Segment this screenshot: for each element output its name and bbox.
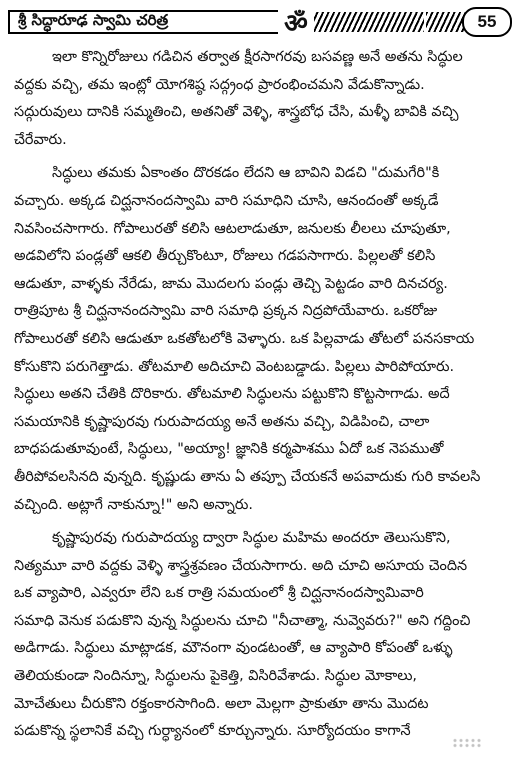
text-line: పడుకొన్న స్థలానికే వచ్చి గుర్ధ్యానంలో కూర్చున్నారు. సూర్యోదయం కాగానే: [14, 723, 411, 740]
text-line: ఒక వ్యాపారి, ఎవ్వరూ లేని ఒక రాత్రి సమయంలో శ్రీ చిద్ఘనానందస్వామివారి: [14, 585, 424, 602]
running-title: శ్రీ సిద్ధారూఢ స్వామి చరిత్ర: [8, 10, 298, 34]
text-line: వచ్చింది. అట్లాగే నాకున్నూ!" అని అన్నారు.: [14, 496, 253, 513]
text-line: తీరిపోవలసినది వున్నది. కృష్ణుడు తాను ఏ తప్పూ చేయకనే అపవాదుకు గురి కావలసి: [14, 468, 481, 485]
page-header: [8, 6, 512, 40]
header-decoration: [300, 12, 424, 32]
page-number: 55: [462, 7, 512, 37]
text-line: వద్దకు వచ్చి, తమ ఇంట్లో యోగశిష్ఠ సద్గ్రంధ ప్రారంభించమని వేడుకొన్నాడు.: [14, 76, 425, 93]
text-line: అడవిలోని పండ్లతో ఆకలి తీర్చుకొంటూ, రోజులు గడపసాగారు. పిల్లలతో కలిసి: [14, 248, 436, 265]
text-line: సమయానికి కృష్ణాపురవు గురుపాదయ్య అనే అతను వచ్చి, విడిపించి, చాలా: [14, 413, 430, 430]
header-decoration: [426, 12, 466, 32]
text-line: రాత్రిపూట శ్రీ చిద్ఘనానందస్వామి వారి సమాధి ప్రక్కన నిద్రపోయేవారు. ఒకరోజు: [14, 303, 438, 320]
text-line: అడిగాడు. సిద్ధులు మాట్లాడక, మౌనంగా వుండటంతో, ఆ వ్యాపారి కోపంతో ఒళ్ళు: [14, 640, 453, 657]
text-line: నిత్యమూ వారి వద్దకు వెళ్ళి శాస్త్రశ్రవణం చేయసాగారు. అది చూచి అసూయ చెందిన: [14, 557, 468, 574]
text-line: మోచేతులు చీరుకొని రక్తంకారసాగింది. అలా మెల్లగా ప్రాకుతూ తాను మొదట: [14, 695, 429, 712]
body-text: [14, 44, 508, 752]
text-line: ఆడుతూ, వాళ్ళకు నేరేడు, జామ మొదలగు పండ్లు తెచ్చి పెట్టడం వారి దినచర్య.: [14, 275, 448, 292]
text-line: సిద్ధులు తమకు ఏకాంతం దొరకడం లేదని ఆ బావిని విడచి "దుమగేరి"కి: [52, 165, 440, 182]
text-line: నివసించసాగారు. గోపాలురతో కలిసి ఆటలాడుతూ, జనులకు లీలలు చూపుతూ,: [14, 220, 451, 237]
text-line: చేరేవారు.: [14, 131, 67, 148]
text-line: తెలియకుండా నిందిన్నూ, సిద్ధులను పైకెత్తి, విసిరివేశాడు. సిద్ధుల మోకాలు,: [14, 668, 417, 685]
text-line: వచ్చారు. అక్కడ చిద్ఘనానందస్వామి వారి సమాధిని చూసి, ఆనందంతో అక్కడే: [14, 192, 439, 209]
text-line: సిద్ధులు అతని చేతికి దొరికారు. తోటమాలి సిద్ధులను పట్టుకొని కొట్టసాగాడు. అదే: [14, 386, 450, 403]
text-line: సమాధి వెనుక పడుకొని వున్న సిద్ధులను చూచి "నీచాత్మా, నువ్వెవరు?" అని గద్దించి: [14, 612, 471, 629]
text-line: ఇలా కొన్నిరోజులు గడిచిన తర్వాత క్షీరసాగరవు బసవణ్ణ అనే అతను సిద్ధుల: [52, 49, 463, 65]
paragraph-2: [14, 160, 508, 519]
text-line: కోసుకొని పరుగెత్తాడు. తోటమాలి అదిచూచి వెంటబడ్డాడు. పిల్లలు పారిపోయారు.: [14, 358, 455, 375]
text-line: సద్గురువులు దానికి సమ్మతించి, అతనితో వెళ్ళి, శాస్త్రబోధ చేసి, మళ్ళీ బావికి వచ్చి: [14, 104, 459, 121]
paragraph-1: [14, 44, 508, 154]
paragraph-3: [14, 525, 508, 746]
scan-speck: [452, 738, 482, 748]
text-line: గోపాలురతో కలిసి ఆడుతూ ఒకతోటలోకి వెళ్ళారు. ఒక పిల్లవాడు తోటలో పనసకాయ: [14, 330, 475, 347]
text-line: కృష్ణాపురవు గురుపాదయ్య ద్వారా సిద్ధుల మహిమ అందరూ తెలుసుకొని,: [52, 530, 451, 547]
om-symbol-icon: ॐ: [278, 6, 314, 38]
text-line: బాధపడుతూవుంటే, సిద్ధులు, "అయ్యా! జ్ఞానికి కర్మపాశము ఏదో ఒక నెపముతో: [14, 441, 444, 458]
